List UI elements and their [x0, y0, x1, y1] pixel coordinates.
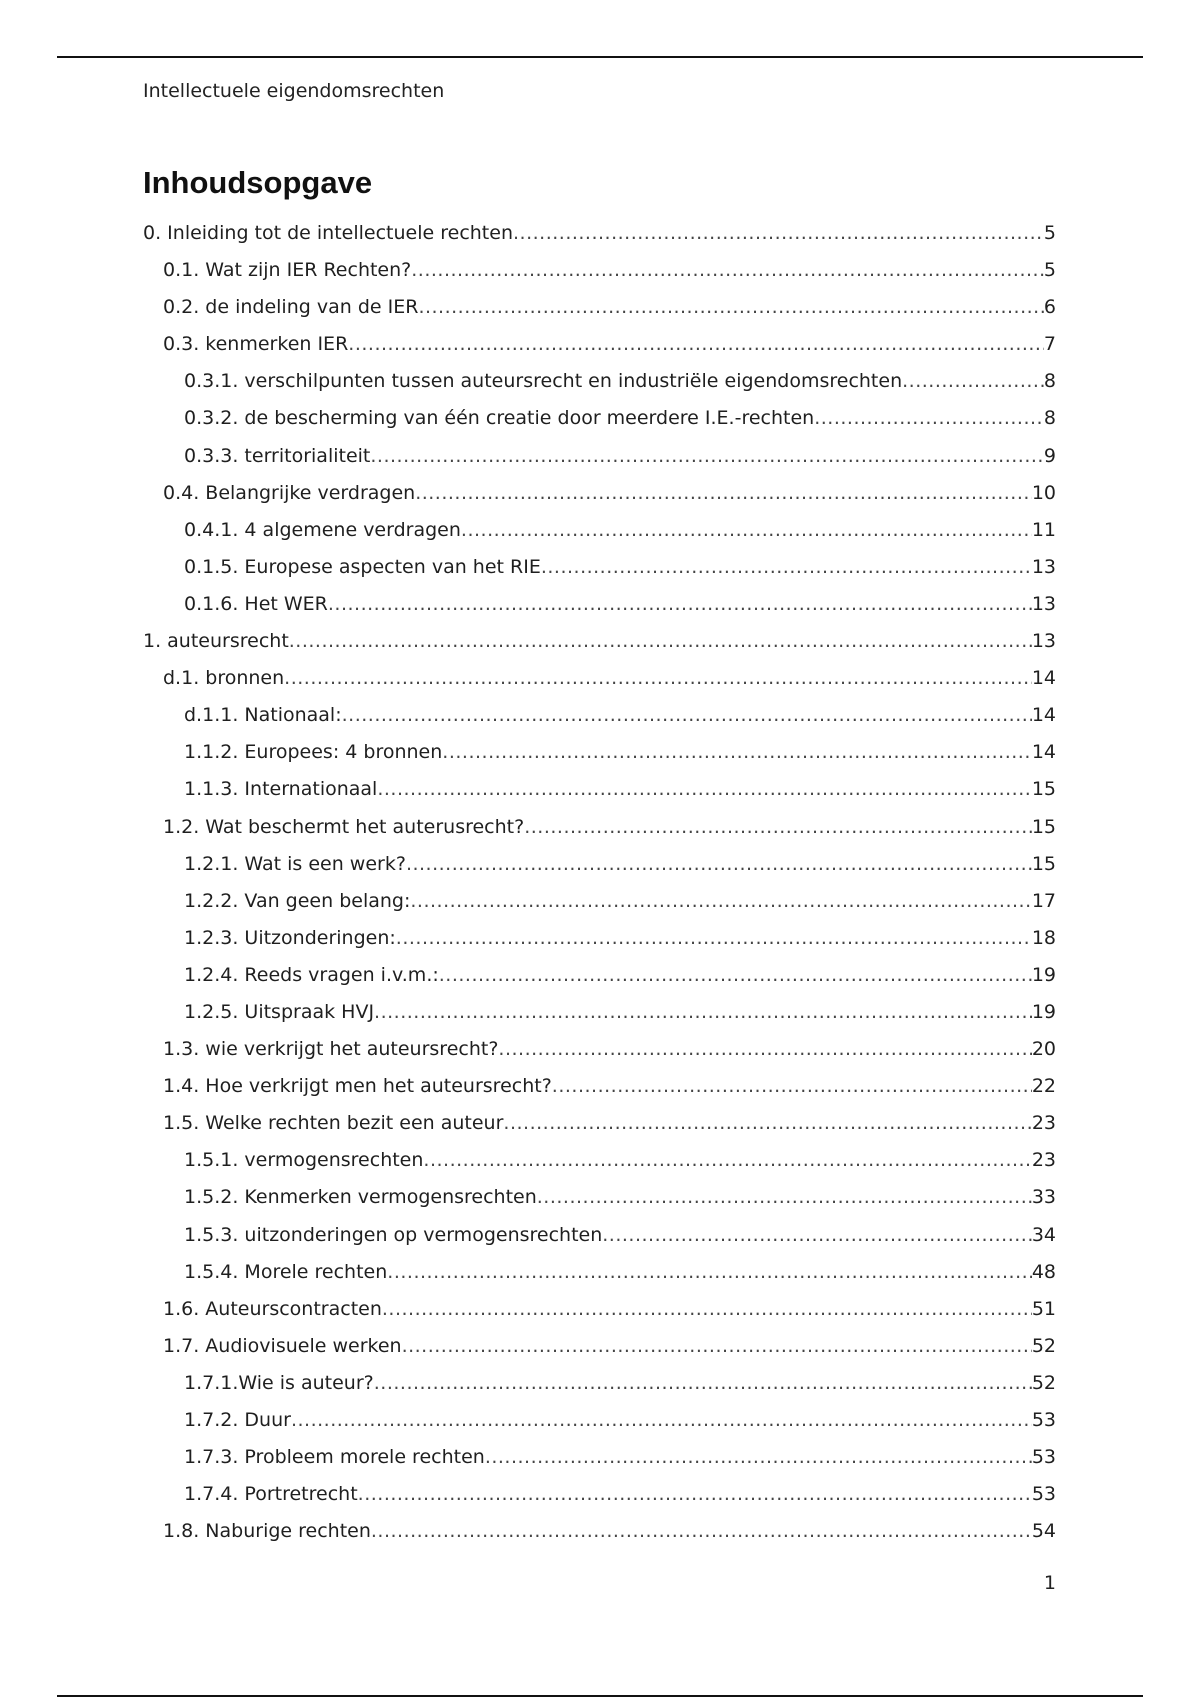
footer-rule — [57, 1695, 1143, 1697]
toc-entry[interactable] — [143, 997, 1056, 1034]
toc-entry-label: 1.4. Hoe verkrijgt men het auteursrecht? — [163, 1075, 552, 1098]
toc-entry[interactable] — [143, 812, 1056, 849]
toc-entry[interactable] — [143, 737, 1056, 774]
toc-entry[interactable] — [143, 1034, 1056, 1071]
toc-entry-label: 1.2.3. Uitzonderingen: — [184, 926, 396, 949]
toc-entry[interactable] — [143, 960, 1056, 997]
toc-dot-leader — [358, 1479, 1032, 1509]
header-rule — [57, 56, 1143, 58]
toc-entry-page: 19 — [1031, 963, 1056, 986]
toc-entry-label: d.1.1. Nationaal: — [184, 704, 342, 727]
toc-entry[interactable] — [143, 886, 1056, 923]
toc-entry[interactable] — [143, 478, 1056, 515]
toc-entry[interactable] — [143, 1479, 1056, 1516]
toc-dot-leader — [415, 478, 1032, 508]
toc-entry-label: d.1. bronnen — [163, 667, 285, 690]
toc-entry-label: 1.1.3. Internationaal — [184, 778, 378, 801]
toc-entry-page: 20 — [1031, 1038, 1056, 1061]
toc-dot-leader — [348, 329, 1044, 359]
toc-entry[interactable] — [143, 1405, 1056, 1442]
toc-entry-page: 52 — [1031, 1371, 1056, 1394]
toc-entry-page: 34 — [1031, 1223, 1056, 1246]
toc-dot-leader — [418, 292, 1043, 322]
toc-entry-page: 11 — [1031, 518, 1056, 541]
toc-dot-leader — [411, 255, 1044, 285]
toc-dot-leader — [387, 1257, 1032, 1287]
toc-entry-label: 0.2. de indeling van de IER — [163, 296, 419, 319]
toc-title: Inhoudsopgave — [143, 165, 373, 200]
toc-entry[interactable] — [143, 1182, 1056, 1219]
toc-entry[interactable] — [143, 218, 1056, 255]
toc-entry-label: 0.1. Wat zijn IER Rechten? — [163, 259, 412, 282]
toc-entry-page: 15 — [1031, 852, 1056, 875]
toc-entry-label: 0.4. Belangrijke verdragen — [163, 481, 416, 504]
toc-entry-label: 1.7.3. Probleem morele rechten — [184, 1446, 485, 1469]
toc-entry-page: 33 — [1031, 1186, 1056, 1209]
toc-entry[interactable] — [143, 1442, 1056, 1479]
toc-entry[interactable] — [143, 589, 1056, 626]
toc-dot-leader — [602, 1220, 1032, 1250]
toc-entry[interactable] — [143, 441, 1056, 478]
toc-entry-label: 1.5.4. Morele rechten — [184, 1260, 388, 1283]
toc-entry-label: 1.2.5. Uitspraak HVJ — [184, 1000, 375, 1023]
toc-dot-leader — [402, 1331, 1032, 1361]
toc-entry-label: 1.8. Naburige rechten — [163, 1520, 371, 1543]
toc-entry-label: 1.7.2. Duur — [184, 1409, 291, 1431]
toc-entry-label: 1.5.1. vermogensrechten — [184, 1149, 424, 1172]
toc-entry[interactable] — [143, 1145, 1056, 1182]
toc-entry-page: 13 — [1031, 555, 1056, 578]
toc-dot-leader — [406, 849, 1032, 879]
toc-dot-leader — [289, 626, 1032, 656]
toc-dot-leader — [374, 1368, 1032, 1398]
toc-dot-leader — [498, 1034, 1031, 1064]
toc-entry[interactable] — [143, 1331, 1056, 1368]
toc-entry[interactable] — [143, 1516, 1056, 1553]
toc-dot-leader — [370, 441, 1044, 471]
toc-entry[interactable] — [143, 1257, 1056, 1294]
toc-dot-leader — [396, 923, 1032, 953]
toc-entry-page: 13 — [1031, 630, 1056, 653]
table-of-contents — [143, 218, 1056, 1553]
toc-entry-page: 10 — [1031, 481, 1056, 504]
toc-entry-label: 0.4.1. 4 algemene verdragen — [184, 518, 461, 541]
toc-entry-label: 0.1.6. Het WER — [184, 592, 328, 615]
running-header: Intellectuele eigendomsrechten — [143, 80, 445, 102]
toc-entry-page: 13 — [1031, 592, 1056, 615]
toc-entry-page: 52 — [1031, 1334, 1056, 1357]
toc-dot-leader — [410, 886, 1031, 916]
toc-entry-page: 48 — [1031, 1260, 1056, 1283]
toc-dot-leader — [291, 1405, 1032, 1435]
toc-entry-page: 8 — [1043, 407, 1056, 430]
toc-entry-label: 1.7. Audiovisuele werken — [163, 1334, 402, 1357]
toc-entry-page: 53 — [1031, 1446, 1056, 1469]
toc-entry[interactable] — [143, 1368, 1056, 1405]
toc-entry[interactable] — [143, 515, 1056, 552]
toc-dot-leader — [328, 589, 1032, 619]
toc-entry-page: 14 — [1031, 741, 1056, 764]
toc-entry[interactable] — [143, 552, 1056, 589]
toc-entry-page: 22 — [1031, 1075, 1056, 1098]
toc-entry-page: 9 — [1043, 444, 1056, 467]
toc-entry-label: 0. Inleiding tot de intellectuele rechten — [143, 222, 513, 244]
toc-dot-leader — [374, 997, 1032, 1027]
toc-dot-leader — [537, 1182, 1032, 1212]
toc-entry-label: 1.7.4. Portretrecht — [184, 1483, 358, 1506]
toc-entry[interactable] — [143, 774, 1056, 811]
toc-entry-page: 8 — [1043, 370, 1056, 393]
toc-entry-page: 23 — [1031, 1149, 1056, 1172]
toc-dot-leader — [541, 552, 1032, 582]
toc-dot-leader — [382, 1294, 1032, 1324]
toc-dot-leader — [503, 1108, 1031, 1138]
toc-entry-page: 53 — [1031, 1409, 1056, 1431]
toc-entry[interactable] — [143, 849, 1056, 886]
toc-entry[interactable] — [143, 700, 1056, 737]
toc-entry-page: 53 — [1031, 1483, 1056, 1506]
toc-entry-page: 7 — [1043, 333, 1056, 356]
toc-entry[interactable] — [143, 403, 1056, 440]
toc-entry-page: 14 — [1031, 704, 1056, 727]
toc-entry-label: 1.2.4. Reeds vragen i.v.m.: — [184, 963, 439, 986]
toc-entry-page: 18 — [1031, 926, 1056, 949]
toc-entry-page: 19 — [1031, 1000, 1056, 1023]
toc-dot-leader — [513, 218, 1044, 248]
toc-entry-page: 51 — [1031, 1297, 1056, 1320]
toc-dot-leader — [342, 700, 1032, 730]
toc-entry[interactable] — [143, 1108, 1056, 1145]
toc-entry-label: 1.2.1. Wat is een werk? — [184, 852, 406, 875]
toc-entry[interactable] — [143, 1294, 1056, 1331]
toc-entry-label: 1.2. Wat beschermt het auterusrecht? — [163, 815, 525, 838]
toc-entry-label: 0.3.1. verschilpunten tussen auteursrecht en industriële eigendomsrechten — [184, 370, 903, 393]
toc-entry-page: 5 — [1043, 259, 1056, 282]
toc-dot-leader — [814, 403, 1044, 433]
toc-entry-label: 1.5.3. uitzonderingen op vermogensrechten — [184, 1223, 603, 1246]
toc-dot-leader — [552, 1071, 1032, 1101]
toc-entry[interactable] — [143, 366, 1056, 403]
toc-entry[interactable] — [143, 663, 1056, 700]
toc-dot-leader — [377, 774, 1031, 804]
toc-entry[interactable] — [143, 292, 1056, 329]
toc-entry-page: 15 — [1031, 778, 1056, 801]
toc-entry-page: 54 — [1031, 1520, 1056, 1543]
toc-dot-leader — [461, 515, 1032, 545]
toc-dot-leader — [423, 1145, 1031, 1175]
toc-entry-label: 1. auteursrecht — [143, 630, 289, 653]
toc-entry-label: 0.3.3. territorialiteit — [184, 444, 371, 467]
toc-entry-label: 0.3.2. de bescherming van één creatie door meerdere I.E.-rechten — [184, 407, 815, 430]
toc-entry-page: 23 — [1031, 1112, 1056, 1135]
page-number: 1 — [1043, 1572, 1056, 1594]
toc-dot-leader — [902, 366, 1044, 396]
toc-dot-leader — [485, 1442, 1032, 1472]
toc-entry-page: 14 — [1031, 667, 1056, 690]
toc-dot-leader — [371, 1516, 1032, 1546]
toc-entry-page: 6 — [1043, 296, 1056, 319]
toc-entry-label: 1.5.2. Kenmerken vermogensrechten — [184, 1186, 537, 1209]
toc-dot-leader — [284, 663, 1032, 693]
toc-entry-label: 1.2.2. Van geen belang: — [184, 889, 411, 912]
toc-entry[interactable] — [143, 329, 1056, 366]
toc-entry-label: 1.1.2. Europees: 4 bronnen — [184, 741, 443, 764]
toc-entry-page: 17 — [1031, 889, 1056, 912]
toc-entry-label: 1.3. wie verkrijgt het auteursrecht? — [163, 1038, 499, 1061]
toc-entry-label: 1.7.1.Wie is auteur? — [184, 1371, 374, 1394]
toc-entry-page: 5 — [1043, 222, 1056, 244]
toc-dot-leader — [524, 812, 1032, 842]
toc-entry-label: 0.3. kenmerken IER — [163, 333, 349, 356]
toc-entry-label: 1.5. Welke rechten bezit een auteur — [163, 1112, 504, 1135]
toc-dot-leader — [442, 737, 1032, 767]
toc-entry[interactable] — [143, 1071, 1056, 1108]
toc-dot-leader — [439, 960, 1032, 990]
toc-entry[interactable] — [143, 626, 1056, 663]
toc-entry-label: 0.1.5. Europese aspecten van het RIE — [184, 555, 541, 578]
toc-entry[interactable] — [143, 923, 1056, 960]
toc-entry-label: 1.6. Auteurscontracten — [163, 1297, 382, 1320]
toc-entry-page: 15 — [1031, 815, 1056, 838]
toc-entry[interactable] — [143, 1220, 1056, 1257]
toc-entry[interactable] — [143, 255, 1056, 292]
